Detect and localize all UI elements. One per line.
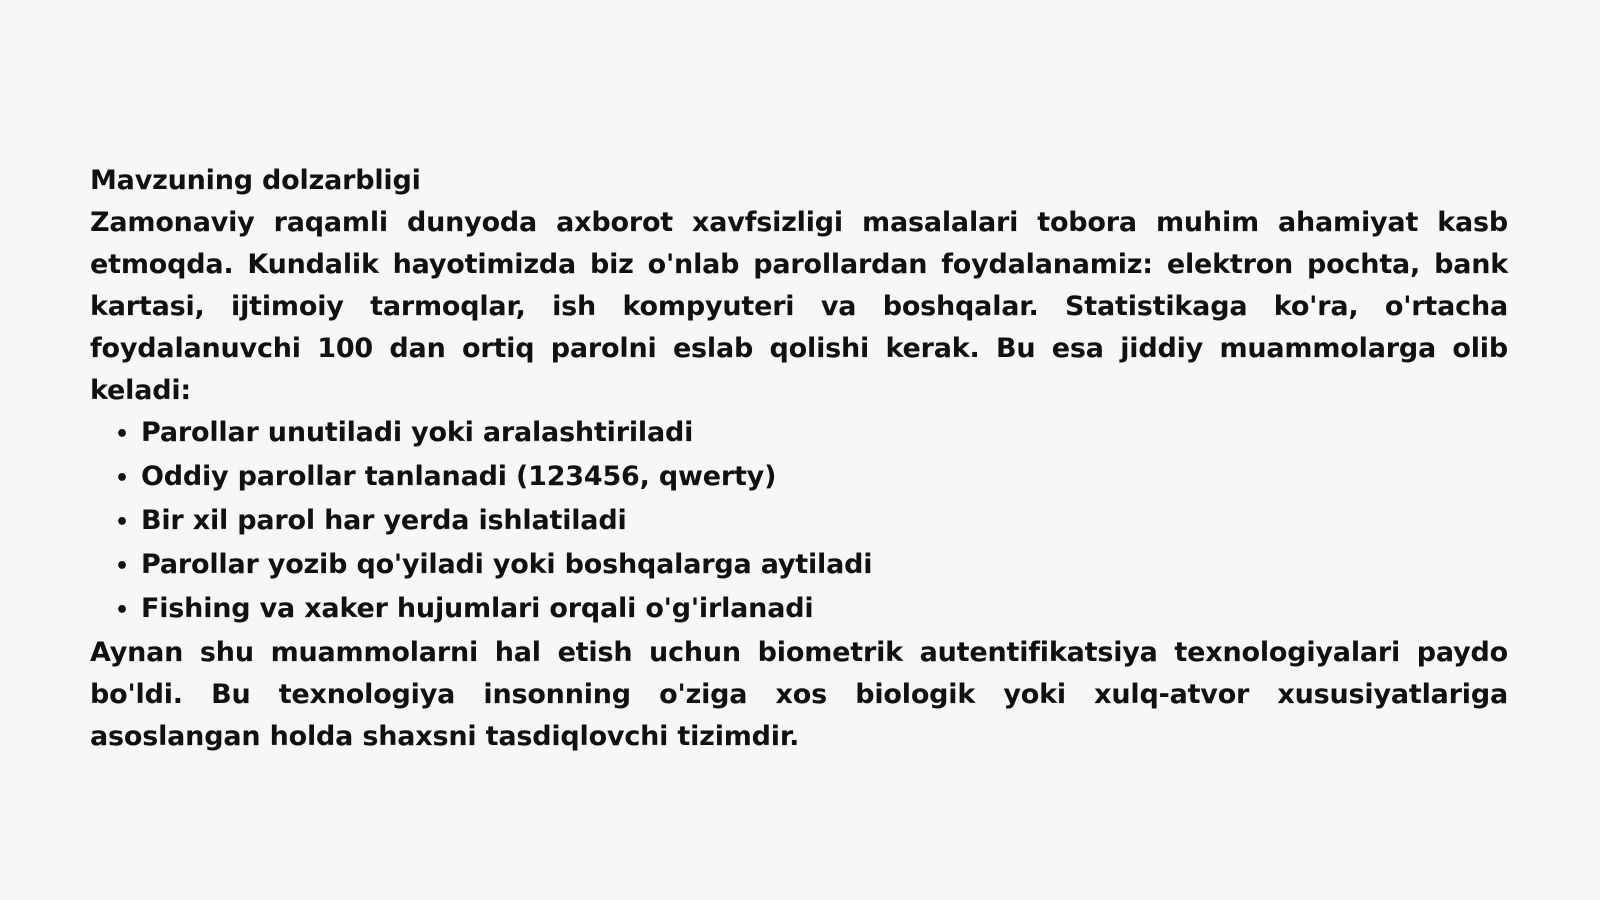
slide-content <box>90 160 1508 758</box>
list-item-text: Fishing va xaker hujumlari orqali o'g'irlanadi <box>141 593 814 624</box>
list-item <box>115 412 1508 456</box>
bullet-icon: • <box>115 598 129 623</box>
conclusion-paragraph: Aynan shu muammolarni hal etish uchun biometrik autentifikatsiya texnologiyalari paydo bo'ldi. Bu texnologiya insonning o'ziga xos biologik yoki xulq-atvor xususiyatlariga asoslangan holda shaxsni tasdiqlovchi tizimdir. <box>90 637 1508 752</box>
list-item <box>115 500 1508 544</box>
list-item-text: Bir xil parol har yerda ishlatiladi <box>141 505 627 536</box>
bullet-icon: • <box>115 554 129 579</box>
slide-title: Mavzuning dolzarbligi <box>90 165 421 196</box>
intro-paragraph: Zamonaviy raqamli dunyoda axborot xavfsizligi masalalari tobora muhim ahamiyat kasb etmoqda. Kundalik hayotimizda biz o'nlab parollardan foydalanamiz: elektron pochta, bank kartasi, ijtimoiy tarmoqlar, ish kompyuteri va boshqalar. Statistikaga ko'ra, o'rtacha foydalanuvchi 100 dan ortiq parolni eslab qolishi kerak. Bu esa jiddiy muammolarga olib keladi: <box>90 207 1508 406</box>
list-item <box>115 456 1508 500</box>
problem-list <box>90 412 1508 632</box>
list-item <box>115 544 1508 588</box>
bullet-icon: • <box>115 510 129 535</box>
list-item-text: Parollar yozib qo'yiladi yoki boshqalarga aytiladi <box>141 549 873 580</box>
bullet-icon: • <box>115 422 129 447</box>
list-item-text: Oddiy parollar tanlanadi (123456, qwerty) <box>141 461 777 492</box>
list-item <box>115 588 1508 632</box>
bullet-icon: • <box>115 466 129 491</box>
list-item-text: Parollar unutiladi yoki aralashtiriladi <box>141 417 694 448</box>
